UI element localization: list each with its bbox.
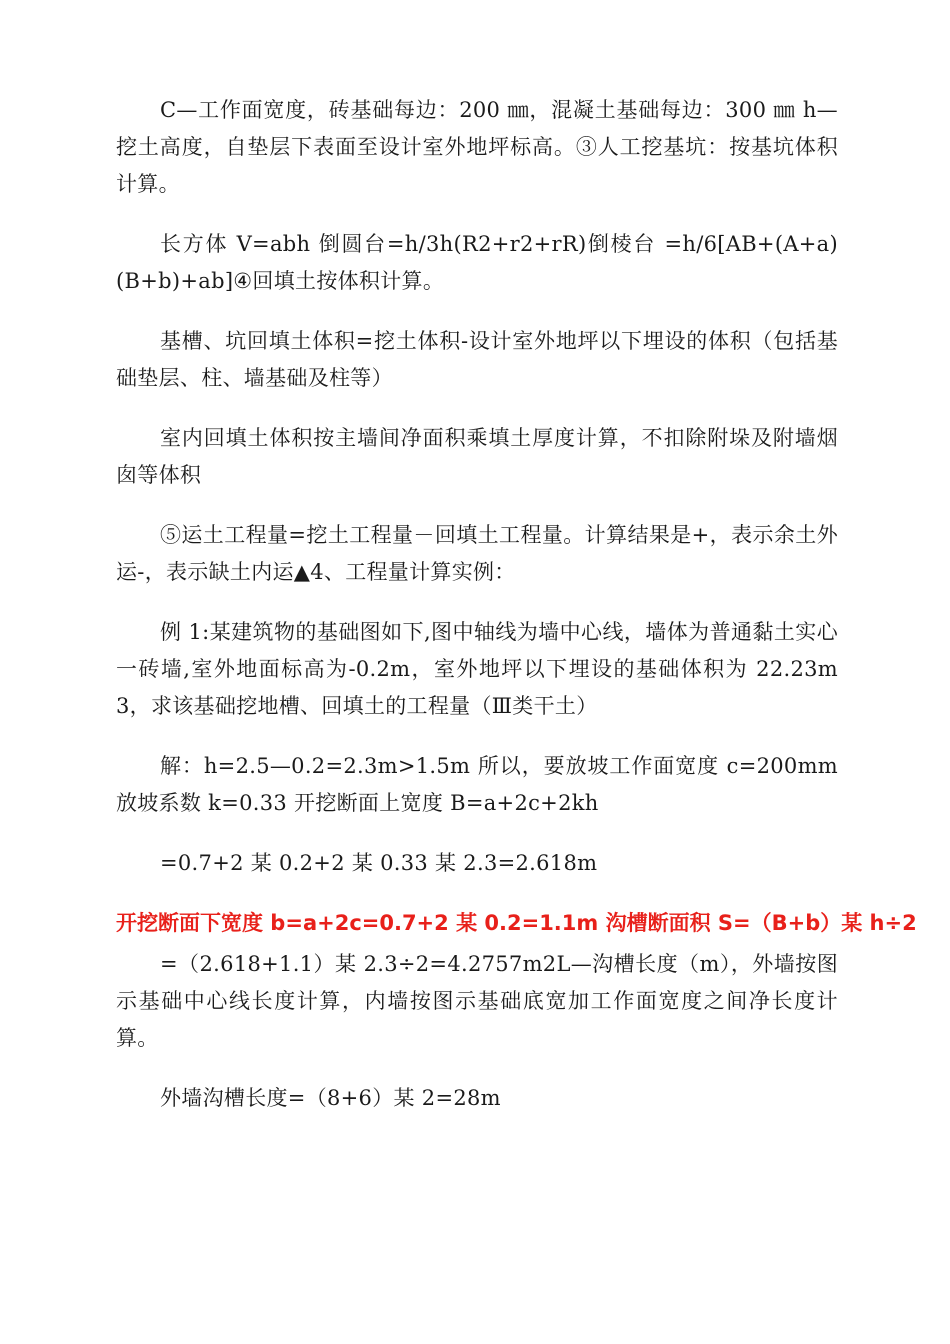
document-body (116, 92, 917, 1140)
paragraph-work-face-width: C—工作面宽度，砖基础每边：200 ㎜，混凝土基础每边：300 ㎜ h—挖土高度，自垫层下表面至设计室外地坪标高。③人工挖基坑：按基坑体积计算。 (116, 98, 838, 196)
paragraph-outer-trench-length: 外墙沟槽长度=（8+6）某 2=28m (160, 1086, 501, 1110)
paragraph-upper-width-result: =0.7+2 某 0.2+2 某 0.33 某 2.3=2.618m (160, 851, 598, 875)
paragraph-section-area: =（2.618+1.1）某 2.3÷2=4.2757m2L—沟槽长度（m），外墙按图示基础中心线长度计算，内墙按图示基础底宽加工作面宽度之间净长度计算。 (116, 952, 838, 1050)
paragraph-earth-transport: ⑤运土工程量=挖土工程量－回填土工程量。计算结果是+，表示余土外运-，表示缺土内运▲4、工程量计算实例： (116, 523, 838, 584)
paragraph-indoor-backfill: 室内回填土体积按主墙间净面积乘填土厚度计算，不扣除附垛及附墙烟囱等体积 (116, 426, 838, 487)
paragraph-solution: 解：h=2.5—0.2=2.3m>1.5m 所以，要放坡工作面宽度 c=200mm 放坡系数 k=0.33 开挖断面上宽度 B=a+2c+2kh (116, 754, 838, 815)
paragraph-volume-formulas: 长方体 V=abh 倒圆台=h/3h(R2+r2+rR)倒棱台 =h/6[AB+(A+a)(B+b)+ab]④回填土按体积计算。 (116, 232, 838, 293)
paragraph-example-1: 例 1:某建筑物的基础图如下,图中轴线为墙中心线，墙体为普通黏土实心一砖墙,室外地面标高为-0.2m，室外地坪以下埋设的基础体积为 22.23m3，求该基础挖地槽、回填土的工程量（Ⅲ类干土） (116, 620, 838, 718)
paragraph-backfill-trench: 基槽、坑回填土体积=挖土体积-设计室外地坪以下埋设的体积（包括基础垫层、柱、墙基础及柱等） (116, 329, 838, 390)
paragraph-lower-width-highlight: 开挖断面下宽度 b=a+2c=0.7+2 某 0.2=1.1m 沟槽断面积 S=（B+b）某 h÷2 (116, 911, 917, 935)
